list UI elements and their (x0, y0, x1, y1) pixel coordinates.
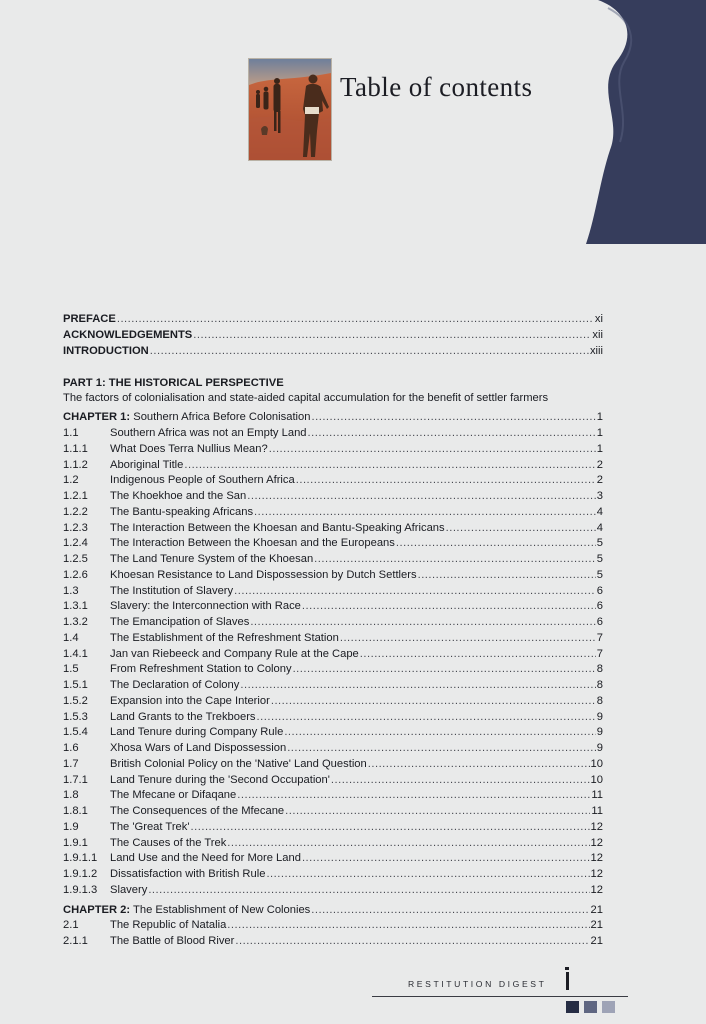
toc-entry[interactable] (63, 757, 603, 773)
toc-entry-title: The Bantu-speaking Africans (110, 505, 254, 518)
toc-entry-page: 11 (591, 805, 603, 817)
toc-entry-page: 21 (590, 935, 603, 947)
toc-entry-page: 6 (596, 600, 603, 613)
dot-leader (360, 647, 596, 663)
page-number-mark (566, 972, 569, 990)
toc-entry-number: 1.9.1.2 (63, 868, 98, 880)
toc-entry-title: The Establishment of the Refreshment Station (110, 631, 339, 644)
toc-entry-page: xi (594, 313, 603, 325)
toc-entry[interactable] (63, 788, 603, 804)
toc-entry-number: 1.8 (63, 789, 79, 802)
toc-entry-number: 1.9.1 (63, 836, 88, 849)
dot-leader (148, 883, 589, 899)
toc-entry-number: 1.2.6 (63, 568, 88, 581)
toc-entry-page: 4 (596, 505, 603, 518)
toc-entry-page: xiii (589, 344, 603, 357)
toc-entry-page: 12 (590, 820, 603, 833)
dot-leader (368, 757, 590, 773)
toc-entry[interactable] (63, 867, 603, 883)
toc-entry-title: Aboriginal Title (110, 458, 184, 471)
dot-leader (331, 773, 590, 789)
dot-leader (396, 536, 596, 552)
corner-decoration (586, 0, 706, 250)
toc-entry-number: 1.5.2 (63, 694, 88, 707)
toc-entry-page: xii (592, 328, 603, 341)
toc-entry-number: 1.2.4 (63, 537, 88, 550)
toc-entry-title: The Republic of Natalia (110, 919, 227, 932)
toc-entry[interactable] (63, 473, 603, 489)
toc-entry-introduction[interactable] (63, 344, 603, 360)
toc-entry-title: The Emancipation of Slaves (110, 616, 250, 628)
dot-leader (302, 851, 590, 867)
toc-entry-title: The Causes of the Trek (110, 836, 227, 849)
dot-leader (271, 694, 596, 710)
chapter-title-text: Southern Africa Before Colonisation (133, 411, 311, 424)
toc-entry-number: 1.2.1 (63, 490, 88, 502)
toc-entry-page: 12 (590, 836, 603, 849)
toc-entry-title: Jan van Riebeeck and Company Rule at the Cape (110, 647, 359, 660)
toc-entry[interactable] (63, 426, 603, 442)
toc-entry[interactable] (63, 536, 603, 552)
toc-entry-title: The Institution of Slavery (110, 584, 234, 597)
toc-entry-title: Land Tenure during the 'Second Occupation' (110, 773, 330, 786)
toc-entry-page: 8 (596, 694, 603, 707)
toc-entry-page: 9 (596, 726, 603, 739)
toc-entry[interactable] (63, 804, 603, 820)
toc-entry[interactable] (63, 741, 603, 757)
toc-entry[interactable] (63, 615, 603, 631)
toc-entry-number: 1.1.1 (63, 442, 88, 455)
toc-entry-page: 1 (596, 442, 603, 455)
toc-chapter-title (63, 903, 310, 919)
dot-leader (266, 867, 589, 883)
dot-leader (237, 788, 590, 804)
toc-entry-number: 1.5.3 (63, 710, 88, 723)
dot-leader (269, 442, 596, 458)
toc-entry-page: 21 (590, 919, 603, 932)
toc-entry-number: 1.5.1 (63, 679, 88, 691)
dot-leader (312, 410, 596, 426)
toc-entry-number: 1.6 (63, 742, 79, 754)
toc-entry-page: 4 (596, 521, 603, 534)
toc-entry-title: Indigenous People of Southern Africa (110, 474, 295, 487)
toc-entry-title: The Battle of Blood River (110, 935, 235, 947)
toc-entry[interactable] (63, 710, 603, 726)
toc-entry-number: 1.2.5 (63, 553, 88, 565)
toc-entry-title: From Refreshment Station to Colony (110, 663, 292, 676)
toc-entry-title: The Consequences of the Mfecane (110, 805, 285, 817)
toc-entry-number: 1.9.1.3 (63, 883, 98, 896)
part-heading: PART 1: THE HISTORICAL PERSPECTIVE (63, 377, 284, 390)
dot-leader (227, 918, 589, 934)
toc-entry-page: 6 (596, 616, 603, 628)
toc-entry-number: 1.7.1 (63, 773, 88, 786)
toc-entry-title: Slavery (110, 883, 148, 896)
toc-entry[interactable] (63, 458, 603, 474)
toc-entry-number: 1.2 (63, 474, 79, 487)
toc-entry[interactable] (63, 773, 603, 789)
dot-leader (311, 903, 589, 919)
toc-entry-page: 12 (590, 883, 603, 896)
toc-entry-title: Slavery: the Interconnection with Race (110, 600, 301, 613)
toc-entry-page: 2 (596, 474, 603, 487)
toc-entry[interactable] (63, 694, 603, 710)
footer-squares (566, 1001, 615, 1013)
chapter-label: CHAPTER 2: (63, 903, 131, 916)
toc-entry[interactable] (63, 489, 603, 505)
toc-entry-title: The 'Great Trek' (110, 820, 190, 833)
toc-entry-title: Xhosa Wars of Land Dispossession (110, 742, 287, 754)
toc-entry-number: 1.4.1 (63, 647, 88, 660)
toc-entry-title: ACKNOWLEDGEMENTS (63, 328, 193, 341)
chapter-title-text: The Establishment of New Colonies (133, 903, 311, 916)
toc-entry[interactable] (63, 836, 603, 852)
toc-entry-number: 1.9.1.1 (63, 852, 98, 865)
toc-entry-title: Land Use and the Need for More Land (110, 852, 301, 865)
toc-entry[interactable] (63, 678, 603, 694)
toc-entry-title: Land Grants to the Trekboers (110, 710, 256, 723)
toc-entry[interactable] (63, 883, 603, 899)
toc-entry-page: 1 (596, 427, 603, 439)
toc-entry-number: 1.5 (63, 663, 79, 676)
toc-entry-title: Southern Africa was not an Empty Land (110, 427, 307, 439)
toc-entry-title: Khoesan Resistance to Land Dispossession by Dutch Settlers (110, 568, 417, 581)
toc-entry-page: 8 (596, 679, 603, 691)
dot-leader (234, 584, 596, 600)
page-title: Table of contents (340, 72, 533, 102)
toc-entry[interactable] (63, 521, 603, 537)
toc-entry-page: 10 (590, 757, 603, 770)
toc-entry-page: 10 (590, 773, 603, 786)
dot-leader (418, 568, 596, 584)
dot-leader (446, 521, 596, 537)
toc-entry-page: 1 (596, 411, 603, 424)
dot-leader (117, 312, 594, 328)
dot-leader (287, 741, 596, 757)
dot-leader (191, 820, 590, 836)
part-subtitle: The factors of colonialisation and state-aided capital accumulation for the benefit of settler farmers (63, 392, 549, 405)
toc-entry[interactable] (63, 647, 603, 663)
toc-entry-number: 1.2.2 (63, 505, 88, 518)
toc-entry-page: 9 (596, 710, 603, 723)
slate-square (584, 1001, 597, 1013)
toc-entry-page: 7 (596, 631, 603, 644)
toc-entry-page: 9 (596, 742, 603, 754)
toc-entry-page: 6 (596, 584, 603, 597)
toc-entry-number: 1.7 (63, 757, 79, 770)
toc-entry-number: 1.3.2 (63, 616, 88, 628)
toc-entry[interactable] (63, 505, 603, 521)
desert-people-photo (248, 58, 332, 161)
dot-leader (284, 725, 595, 741)
toc-entry-number: 1.1.2 (63, 458, 88, 471)
toc-entry[interactable] (63, 584, 603, 600)
toc-entry-number: 1.3 (63, 584, 79, 597)
toc-entry-preface[interactable] (63, 312, 603, 328)
toc-entry-page: 3 (596, 490, 603, 502)
toc-entry-acknowledgements[interactable] (63, 328, 603, 344)
toc-entry[interactable] (63, 725, 603, 741)
dot-leader (235, 934, 589, 950)
toc-chapter-title (63, 410, 311, 426)
toc-entry-title: The Land Tenure System of the Khoesan (110, 553, 314, 565)
toc-entry-title: The Declaration of Colony (110, 679, 240, 691)
toc-entry-page: 11 (591, 789, 603, 802)
chapter-label: CHAPTER 1: (63, 411, 131, 424)
dot-leader (193, 328, 591, 344)
toc-entry-title: The Khoekhoe and the San (110, 490, 247, 502)
chapter-1-entries (63, 426, 603, 899)
toc-entry[interactable] (63, 442, 603, 458)
toc-entry[interactable] (63, 662, 603, 678)
toc-entry[interactable] (63, 552, 603, 568)
dot-leader (240, 678, 595, 694)
toc-entry-page: 5 (596, 568, 603, 581)
toc-entry-number: 1.1 (63, 427, 79, 439)
toc-entry-title: INTRODUCTION (63, 344, 149, 357)
chapter-2-entries (63, 918, 603, 950)
toc-entry-title: British Colonial Policy on the 'Native' Land Question (110, 757, 367, 770)
toc-chapter-2[interactable] (63, 903, 603, 919)
table-of-contents (63, 312, 603, 950)
toc-entry[interactable] (63, 599, 603, 615)
footer-publication-name: RESTITUTION DIGEST (408, 979, 547, 989)
toc-entry-number: 2.1.1 (63, 935, 88, 947)
toc-entry-title: PREFACE (63, 313, 116, 325)
toc-entry-page: 21 (590, 903, 603, 916)
navy-square (566, 1001, 579, 1013)
toc-entry-number: 1.4 (63, 631, 79, 644)
dot-leader (308, 426, 596, 442)
toc-entry-number: 1.3.1 (63, 600, 88, 613)
dot-leader (250, 615, 595, 631)
toc-entry-title: The Interaction Between the Khoesan and Bantu-Speaking Africans (110, 521, 445, 534)
dot-leader (285, 804, 590, 820)
toc-entry[interactable] (63, 631, 603, 647)
toc-entry-page: 2 (596, 458, 603, 471)
dot-leader (184, 458, 595, 474)
toc-entry[interactable] (63, 568, 603, 584)
toc-entry-number: 1.5.4 (63, 726, 88, 739)
toc-entry-title: The Mfecane or Difaqane (110, 789, 237, 802)
toc-entry-title: What Does Terra Nullius Mean? (110, 442, 268, 455)
toc-entry-page: 12 (590, 852, 603, 865)
toc-entry-page: 8 (596, 663, 603, 676)
toc-entry-number: 1.8.1 (63, 805, 88, 817)
dot-leader (314, 552, 596, 568)
dot-leader (257, 710, 596, 726)
toc-entry-title: Land Tenure during Company Rule (110, 726, 284, 739)
dot-leader (293, 662, 596, 678)
toc-entry[interactable] (63, 851, 603, 867)
toc-entry[interactable] (63, 934, 603, 950)
toc-entry-number: 1.9 (63, 820, 79, 833)
toc-entry-page: 5 (596, 553, 603, 565)
dot-leader (296, 473, 596, 489)
toc-entry-title: Dissatisfaction with British Rule (110, 868, 266, 880)
toc-entry-number: 1.2.3 (63, 521, 88, 534)
footer-rule (372, 996, 628, 997)
toc-entry-title: The Interaction Between the Khoesan and the Europeans (110, 537, 395, 550)
toc-entry[interactable] (63, 918, 603, 934)
dot-leader (340, 631, 596, 647)
dot-leader (227, 836, 589, 852)
dot-leader (302, 599, 596, 615)
toc-entry-page: 5 (596, 537, 603, 550)
toc-entry-page: 12 (590, 868, 603, 880)
grey-square (602, 1001, 615, 1013)
dot-leader (254, 505, 596, 521)
toc-entry-number: 2.1 (63, 919, 79, 932)
toc-chapter-1[interactable] (63, 410, 603, 426)
toc-entry-page: 7 (596, 647, 603, 660)
dot-leader (247, 489, 596, 505)
toc-entry-title: Expansion into the Cape Interior (110, 694, 270, 707)
toc-entry[interactable] (63, 820, 603, 836)
dot-leader (150, 344, 589, 360)
